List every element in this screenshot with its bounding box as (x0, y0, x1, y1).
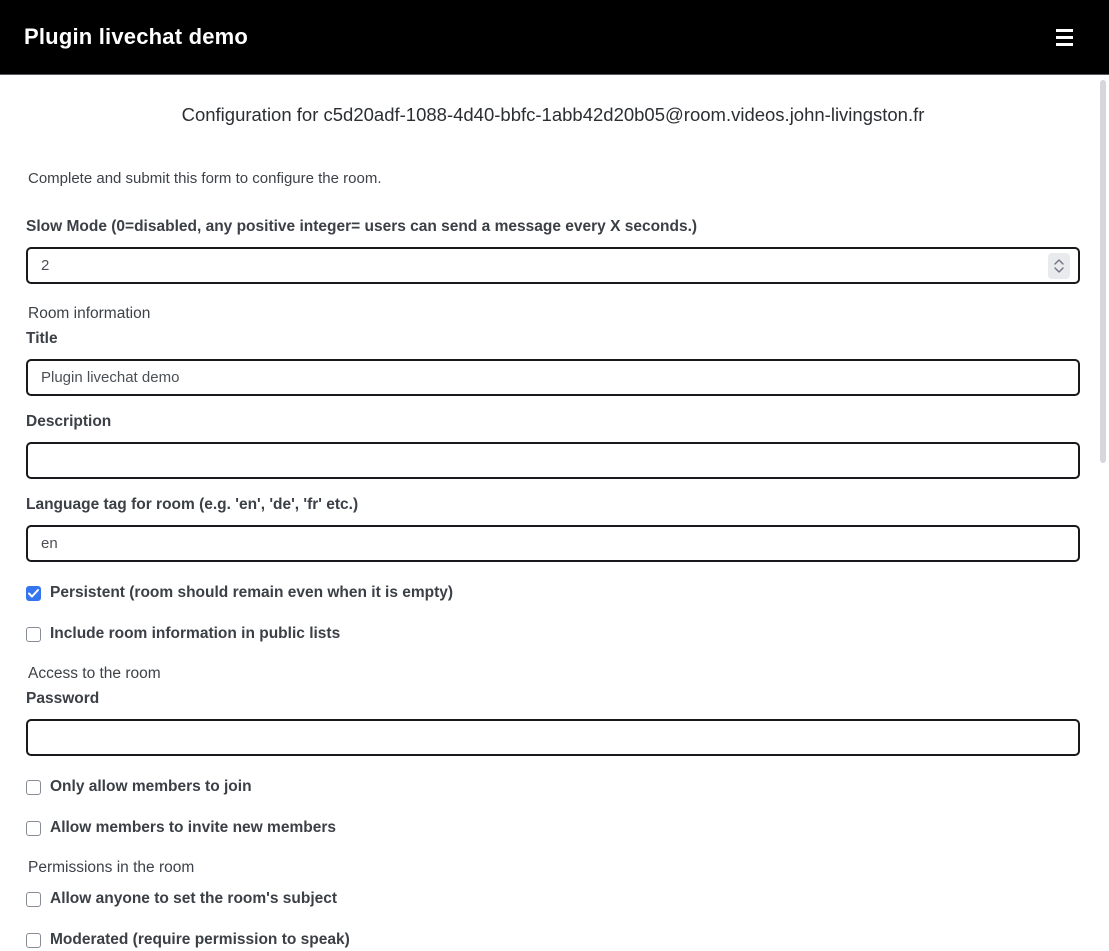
title-group (26, 328, 1080, 396)
members-only-checkbox[interactable] (26, 780, 41, 795)
persistent-checkbox-row (26, 582, 1080, 604)
app-title: Plugin livechat demo (24, 24, 249, 49)
public-list-checkbox[interactable] (26, 627, 41, 642)
subject-checkbox-label[interactable]: Allow anyone to set the room's subject (50, 890, 338, 907)
subject-checkbox[interactable] (26, 892, 41, 907)
section-access-to-room: Access to the room (28, 665, 161, 682)
section-permissions: Permissions in the room (28, 859, 195, 876)
configuration-form (0, 102, 1109, 951)
slow-mode-group (26, 216, 1080, 284)
description-input[interactable] (26, 442, 1080, 479)
description-input-wrap (26, 442, 1080, 479)
persistent-checkbox[interactable] (26, 586, 41, 601)
number-spinner-icon[interactable] (1048, 253, 1070, 279)
hamburger-bar (1056, 36, 1073, 39)
members-invite-checkbox[interactable] (26, 821, 41, 836)
password-group (26, 688, 1080, 756)
slow-mode-input-wrap (26, 247, 1080, 284)
moderated-checkbox-row (26, 929, 1080, 951)
hamburger-bar (1056, 29, 1073, 32)
language-input-wrap (26, 525, 1080, 562)
chevron-down-icon (1054, 267, 1064, 273)
public-list-checkbox-label[interactable]: Include room information in public lists (50, 625, 341, 642)
page-title: Configuration for c5d20adf-1088-4d40-bbfc-1abb42d20b05@room.videos.john-livingston.fr (181, 104, 925, 125)
title-label: Title (26, 330, 58, 347)
language-group (26, 494, 1080, 562)
moderated-checkbox-label[interactable]: Moderated (require permission to speak) (50, 931, 350, 948)
members-invite-checkbox-label[interactable]: Allow members to invite new members (50, 819, 336, 836)
app-header (0, 0, 1109, 75)
password-input[interactable] (26, 719, 1080, 756)
title-input[interactable] (26, 359, 1080, 396)
form-instructions: Complete and submit this form to configure the room. (28, 170, 382, 187)
title-input-wrap (26, 359, 1080, 396)
checkmark-icon (28, 589, 39, 598)
description-group (26, 411, 1080, 479)
hamburger-bar (1056, 43, 1073, 46)
hamburger-menu-icon[interactable] (1056, 25, 1073, 50)
password-label: Password (26, 690, 100, 707)
members-invite-checkbox-row (26, 817, 1080, 839)
slow-mode-input[interactable] (26, 247, 1080, 284)
subject-checkbox-row (26, 888, 1080, 910)
language-input[interactable] (26, 525, 1080, 562)
description-label: Description (26, 413, 112, 430)
moderated-checkbox[interactable] (26, 933, 41, 948)
scrollbar-thumb[interactable] (1100, 80, 1106, 463)
section-room-information: Room information (28, 305, 151, 322)
chevron-up-icon (1054, 259, 1064, 265)
slow-mode-label: Slow Mode (0=disabled, any positive integer= users can send a message every X seconds.) (26, 218, 698, 235)
persistent-checkbox-label[interactable]: Persistent (room should remain even when it is empty) (50, 584, 454, 601)
members-only-checkbox-label[interactable]: Only allow members to join (50, 778, 252, 795)
password-input-wrap (26, 719, 1080, 756)
members-only-checkbox-row (26, 776, 1080, 798)
public-list-checkbox-row (26, 623, 1080, 645)
language-label: Language tag for room (e.g. 'en', 'de', 'fr' etc.) (26, 496, 359, 513)
